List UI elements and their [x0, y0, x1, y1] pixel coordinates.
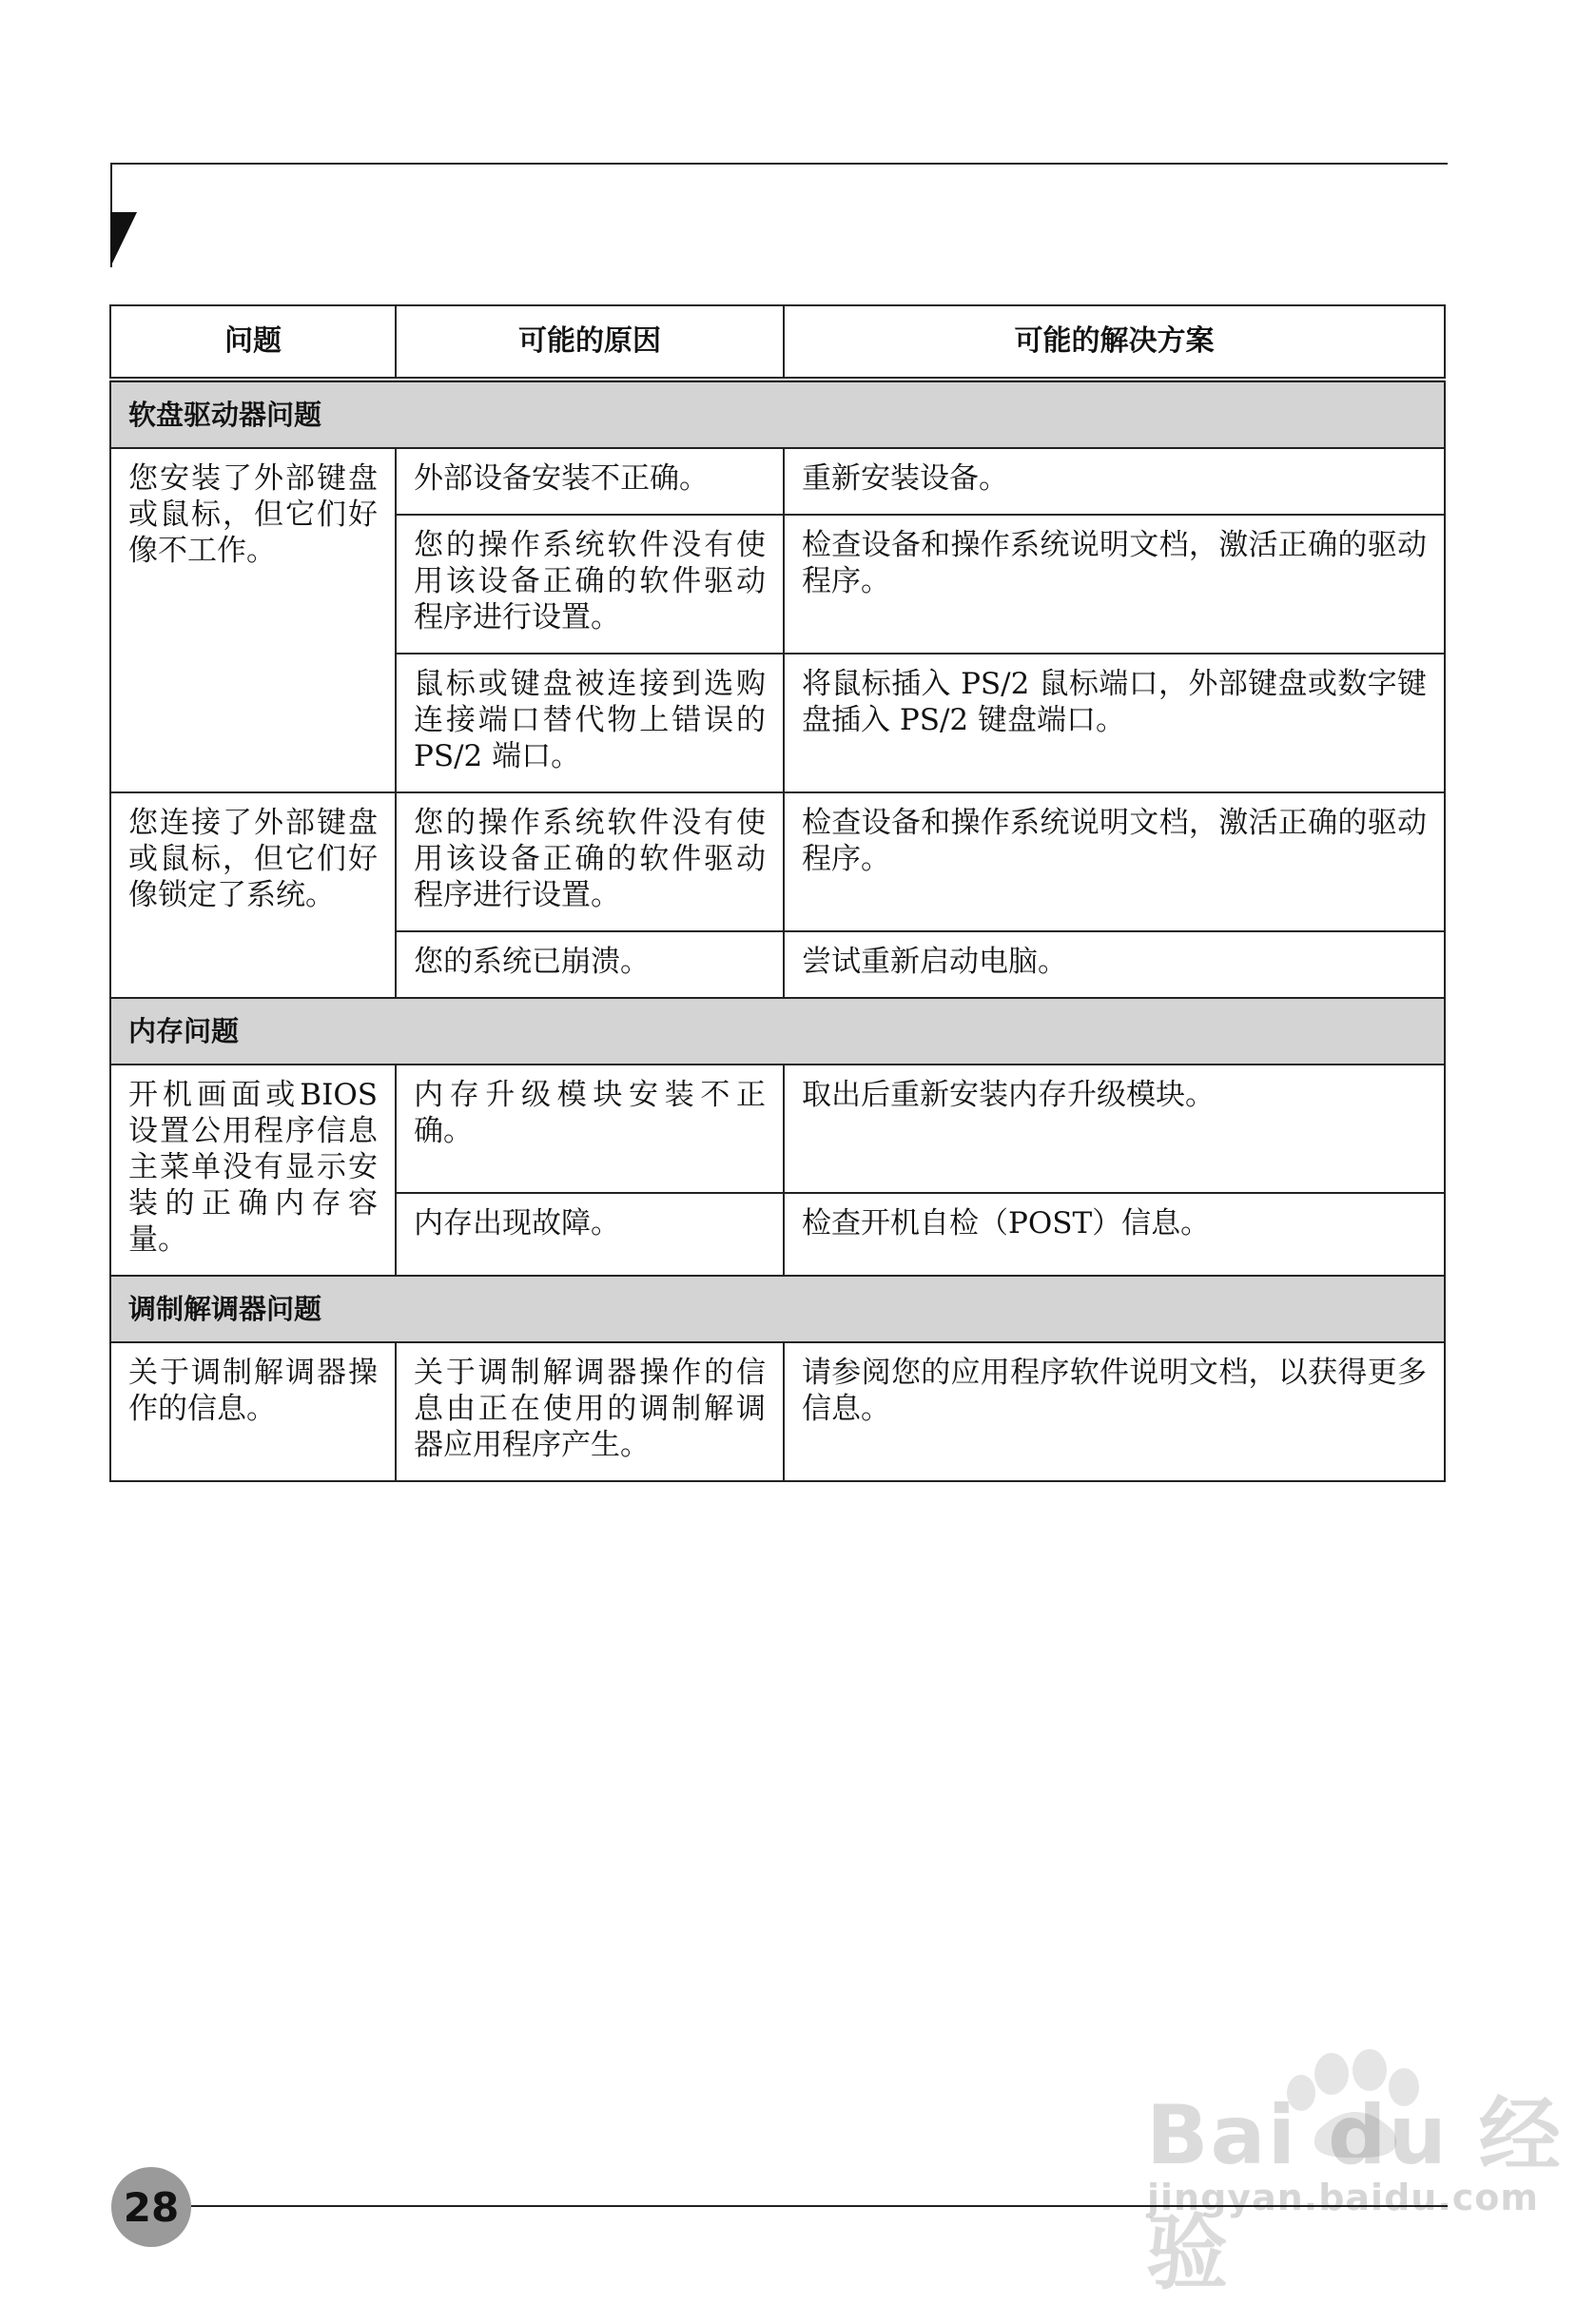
header-wedge-icon: [110, 212, 137, 267]
header-problem: 问题: [110, 305, 396, 380]
solution-cell: 将鼠标插入 PS/2 鼠标端口，外部键盘或数字键盘插入 PS/2 键盘端口。: [784, 654, 1445, 792]
header-cause: 可能的原因: [396, 305, 784, 380]
table-header-row: [110, 305, 1445, 380]
solution-cell: 尝试重新启动电脑。: [784, 931, 1445, 998]
section-title: 内存问题: [110, 998, 1445, 1065]
cause-cell: 内存出现故障。: [396, 1193, 784, 1276]
cause-cell: 外部设备安装不正确。: [396, 448, 784, 515]
header-rule: [110, 163, 1448, 165]
page-number-badge: [111, 2167, 191, 2247]
section-title: 调制解调器问题: [110, 1276, 1445, 1342]
header-solution: 可能的解决方案: [784, 305, 1445, 380]
solution-cell: 重新安装设备。: [784, 448, 1445, 515]
problem-cell: 关于调制解调器操作的信息。: [110, 1342, 396, 1481]
cause-cell: 关于调制解调器操作的信息由正在使用的调制解调器应用程序产生。: [396, 1342, 784, 1481]
cause-cell: 您的系统已崩溃。: [396, 931, 784, 998]
watermark-brand: Bai du 经验: [1146, 2088, 1563, 2301]
section-memory: [110, 998, 1445, 1065]
cause-cell: 您的操作系统软件没有使用该设备正确的软件驱动程序进行设置。: [396, 792, 784, 931]
problem-cell: 开机画面或BIOS设置公用程序信息主菜单没有显示安装的正确内存容量。: [110, 1065, 396, 1276]
problem-cell: 您连接了外部键盘或鼠标，但它们好像锁定了系统。: [110, 792, 396, 998]
table-row: [110, 1065, 1445, 1193]
table-row: [110, 448, 1445, 515]
table-row: [110, 1342, 1445, 1481]
page-number: 28: [123, 2183, 180, 2231]
table-row: [110, 792, 1445, 931]
solution-cell: 检查设备和操作系统说明文档，激活正确的驱动程序。: [784, 515, 1445, 654]
cause-cell: 内存升级模块安装不正确。: [396, 1065, 784, 1193]
section-modem: [110, 1276, 1445, 1342]
section-floppy: [110, 380, 1445, 448]
section-title: 软盘驱动器问题: [110, 380, 1445, 448]
solution-cell: 检查开机自检（POST）信息。: [784, 1193, 1445, 1276]
watermark-url: jingyan.baidu.com: [1147, 2177, 1539, 2218]
solution-cell: 检查设备和操作系统说明文档，激活正确的驱动程序。: [784, 792, 1445, 931]
troubleshooting-table: [109, 304, 1446, 1482]
cause-cell: 您的操作系统软件没有使用该设备正确的软件驱动程序进行设置。: [396, 515, 784, 654]
solution-cell: 请参阅您的应用程序软件说明文档，以获得更多信息。: [784, 1342, 1445, 1481]
cause-cell: 鼠标或键盘被连接到选购连接端口替代物上错误的 PS/2 端口。: [396, 654, 784, 792]
problem-cell: 您安装了外部键盘或鼠标，但它们好像不工作。: [110, 448, 396, 792]
solution-cell: 取出后重新安装内存升级模块。: [784, 1065, 1445, 1193]
